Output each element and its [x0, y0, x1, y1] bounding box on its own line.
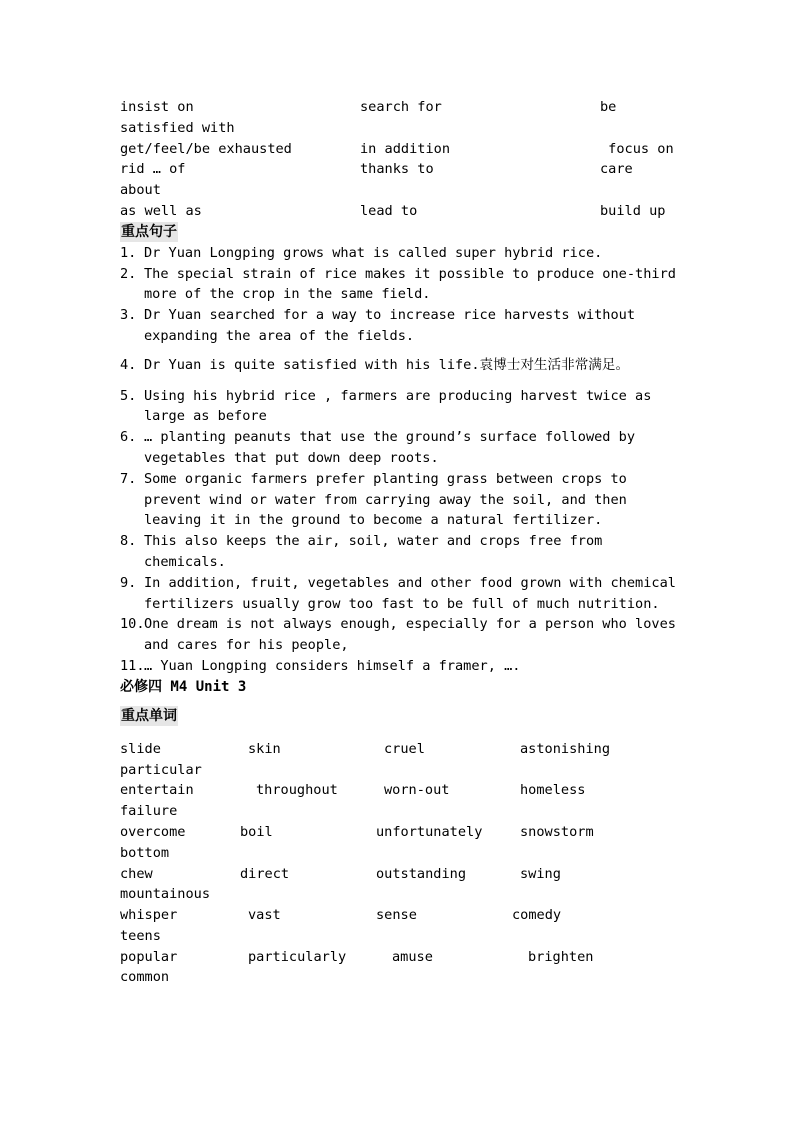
word: amuse [392, 948, 433, 965]
sentence-number: 8. [120, 533, 137, 550]
word-row [120, 822, 680, 843]
sentence-line: more of the crop in the same field. [144, 286, 431, 303]
sentence-line: and cares for his people, [144, 637, 349, 654]
sentence-item [120, 614, 680, 656]
sentence-item [120, 264, 680, 306]
sentence-number: 2. [120, 265, 137, 282]
sentence-item [120, 531, 680, 573]
sentence-line: vegetables that put down deep roots. [144, 449, 439, 466]
word: particular [120, 761, 202, 778]
word: worn-out [384, 782, 450, 799]
sentence-line: The special strain of rice makes it possible to produce one-third [144, 265, 676, 282]
word: bottom [120, 844, 170, 861]
sentence-item [120, 469, 680, 531]
sentence-number: 5. [120, 387, 137, 404]
sentence-item [120, 243, 680, 264]
sentence-number: 7. [120, 470, 137, 487]
sentence-line: large as before [144, 408, 267, 425]
sentence-item [120, 305, 680, 347]
sentence-number: 6. [120, 429, 137, 446]
sentence-item [120, 573, 680, 615]
word-row [120, 739, 680, 760]
unit-title-cn: 必修四 [120, 678, 162, 695]
word: comedy [512, 907, 562, 924]
unit-title [120, 677, 680, 698]
sentence-line: This also keeps the air, soil, water and crops free from [144, 533, 603, 550]
word: whisper [120, 907, 178, 924]
word: swing [520, 865, 561, 882]
word: astonishing [520, 740, 611, 757]
phrase: insist on [120, 99, 194, 115]
word: unfortunately [376, 823, 483, 840]
sentence-line: Dr Yuan Longping grows what is called super hybrid rice. [144, 244, 603, 261]
word: snowstorm [520, 823, 594, 840]
word-row [120, 864, 680, 885]
sentence-line: In addition, fruit, vegetables and other food grown with chemical [144, 574, 676, 591]
phrase-row [120, 201, 680, 222]
phrase-row [120, 159, 680, 180]
sentence-line: Dr Yuan searched for a way to increase rice harvests without [144, 307, 636, 324]
word: homeless [520, 782, 586, 799]
phrase-row [120, 118, 680, 139]
phrase: as well as [120, 202, 202, 219]
word: vast [248, 907, 281, 924]
word: overcome [120, 823, 186, 840]
sentence-line: Some organic farmers prefer planting grass between crops to [144, 470, 627, 487]
sentence-line: expanding the area of the fields. [144, 327, 415, 344]
sentence-line: leaving it in the ground to become a natural fertilizer. [144, 512, 603, 529]
sentence-line: fertilizers usually grow too fast to be full of much nutrition. [144, 595, 660, 612]
word: chew [120, 865, 153, 882]
phrase: build up [600, 202, 666, 219]
sentence-number: 3. [120, 307, 137, 324]
phrase: rid … of [120, 161, 186, 178]
document-page [120, 97, 680, 988]
phrase: get/feel/be exhausted [120, 140, 292, 157]
sentence-line: prevent wind or water from carrying away the soil, and then [144, 491, 627, 508]
phrase-row [120, 97, 680, 118]
word: throughout [256, 782, 338, 799]
phrase: focus on [600, 140, 674, 157]
word: direct [240, 865, 290, 882]
sentence-item [120, 355, 680, 376]
phrase-row [120, 180, 680, 201]
word-list [120, 739, 680, 989]
sentence-list [120, 243, 680, 677]
phrase: about [120, 182, 161, 199]
word: common [120, 969, 170, 986]
sentence-number: 1. [120, 244, 137, 261]
word-row [120, 905, 680, 926]
word: popular [120, 948, 178, 965]
sentence-item [120, 427, 680, 469]
sentence-line: Dr Yuan is quite satisfied with his life.袁博士对生活非常满足。 [144, 356, 630, 373]
word: brighten [528, 948, 594, 965]
sentence-line: chemicals. [144, 553, 226, 570]
phrase-list [120, 97, 680, 222]
sentence-line: Using his hybrid rice , farmers are producing harvest twice as [144, 387, 652, 404]
sentence-number: 10. [120, 616, 145, 633]
word: outstanding [376, 865, 467, 882]
sentence-number: 9. [120, 574, 137, 591]
key-words-heading: 重点单词 [121, 707, 177, 724]
sentence-number: 11. [120, 657, 145, 674]
word: skin [248, 740, 281, 757]
word: entertain [120, 782, 194, 799]
word-row [120, 947, 680, 968]
key-sentences-heading: 重点句子 [121, 223, 177, 240]
sentence-line: … Yuan Longping considers himself a framer, …. [144, 657, 521, 674]
word: particularly [248, 948, 347, 965]
phrase: satisfied with [120, 119, 235, 136]
sentence-item [120, 386, 680, 428]
sentence-number: 4. [120, 356, 137, 373]
phrase: in addition [360, 140, 451, 157]
phrase: lead to [360, 202, 418, 219]
word: boil [240, 823, 273, 840]
phrase: be [600, 99, 617, 115]
word: slide [120, 740, 161, 757]
sentence-line: One dream is not always enough, especially for a person who loves [144, 616, 676, 633]
phrase: search for [360, 99, 442, 115]
sentence-line: … planting peanuts that use the ground’s surface followed by [144, 429, 636, 446]
word: teens [120, 927, 161, 944]
phrase: care [600, 161, 633, 178]
sentence-item [120, 656, 680, 677]
word: sense [376, 907, 417, 924]
word: mountainous [120, 886, 211, 903]
word: cruel [384, 740, 425, 757]
phrase: thanks to [360, 161, 434, 178]
word-row [120, 780, 680, 801]
unit-title-en: M4 Unit 3 [162, 678, 247, 695]
word: failure [120, 803, 178, 820]
phrase-row [120, 139, 680, 160]
